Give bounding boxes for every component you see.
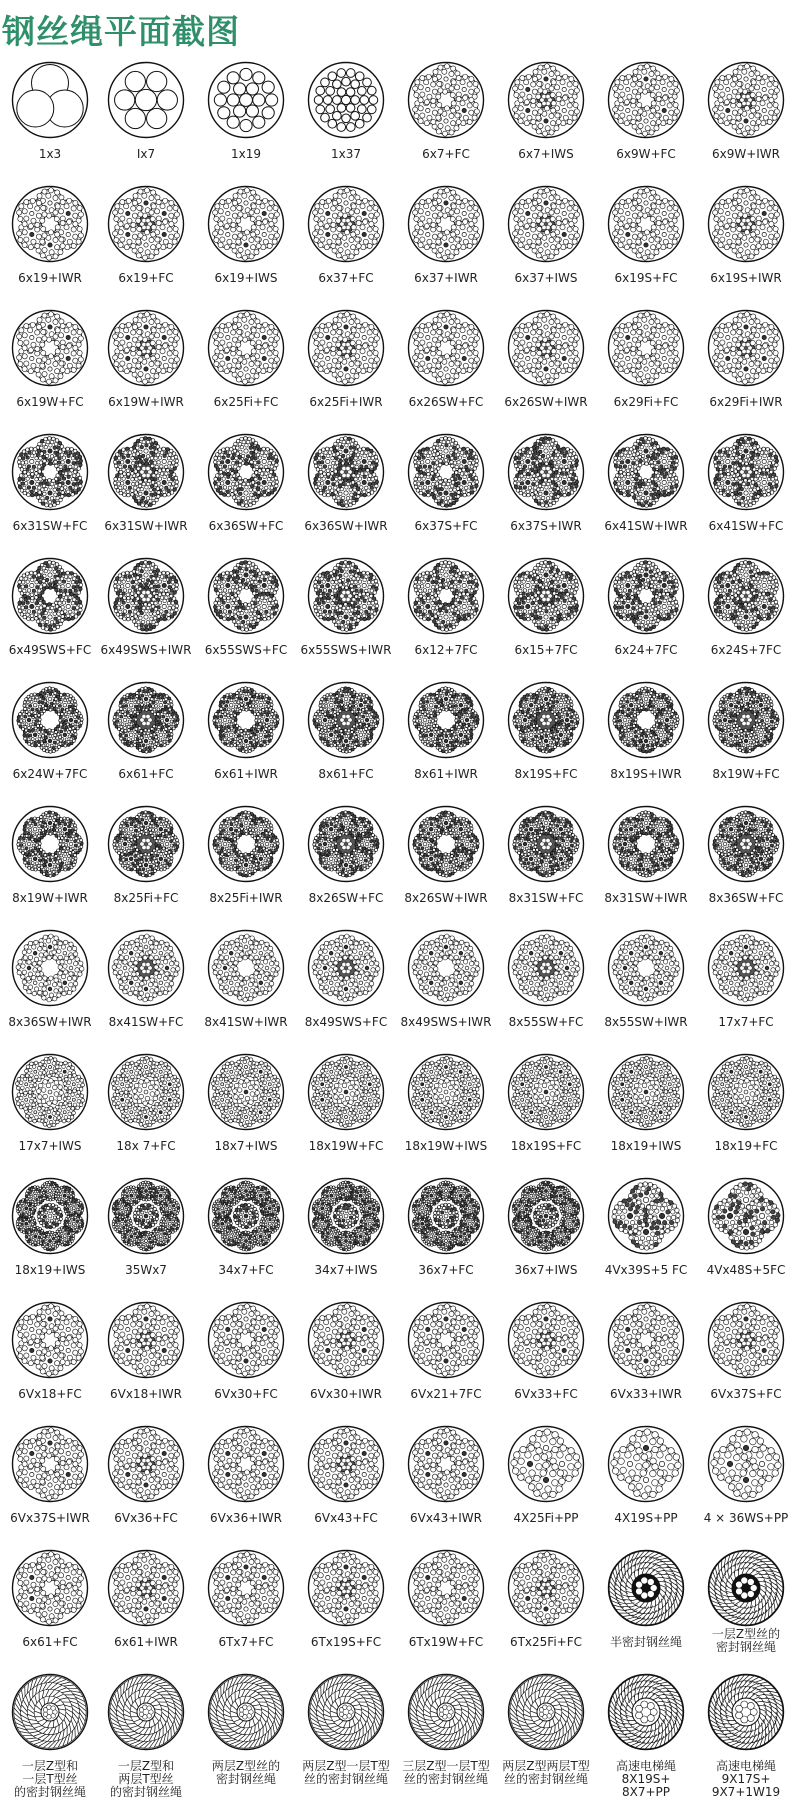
rope-label: 6Vx33+FC [491, 1388, 601, 1401]
rope-cross-section [10, 680, 90, 760]
rope-label: 6x41SW+FC [691, 520, 800, 533]
rope-cross-section [10, 804, 90, 884]
rope-label: 8x36SW+FC [691, 892, 800, 905]
rope-label: 18x 7+FC [91, 1140, 201, 1153]
rope-label: 6x61+IWR [191, 768, 301, 781]
rope-cross-section [406, 1548, 486, 1628]
rope-cross-section [10, 1052, 90, 1132]
rope-label: 18x19+IWS [591, 1140, 701, 1153]
rope-label: 6x61+FC [91, 768, 201, 781]
rope-cross-section [706, 60, 786, 140]
rope-label: 8x19S+IWR [591, 768, 701, 781]
rope-cross-section [506, 1052, 586, 1132]
rope-cross-section [706, 1424, 786, 1504]
rope-label: 6Vx37S+IWR [0, 1512, 105, 1525]
rope-cross-section [10, 556, 90, 636]
rope-label: 8x61+IWR [391, 768, 501, 781]
rope-cross-section [206, 1672, 286, 1752]
rope-label: 8x49SWS+IWR [391, 1016, 501, 1029]
rope-section-grid [0, 60, 800, 1800]
rope-cross-section [406, 556, 486, 636]
rope-cross-section [506, 1300, 586, 1380]
rope-cross-section [606, 680, 686, 760]
rope-label: 8x55SW+IWR [591, 1016, 701, 1029]
rope-label: 6x31SW+IWR [91, 520, 201, 533]
rope-cross-section [106, 1548, 186, 1628]
rope-label: 4Vx39S+5 FC [591, 1264, 701, 1277]
rope-cross-section [306, 1052, 386, 1132]
rope-cross-section [306, 680, 386, 760]
rope-cross-section [606, 1548, 686, 1628]
rope-cross-section [606, 308, 686, 388]
rope-label: 6Vx37S+FC [691, 1388, 800, 1401]
rope-label: 1x19 [191, 148, 301, 161]
rope-cross-section [306, 1424, 386, 1504]
rope-cross-section [606, 928, 686, 1008]
rope-cross-section [106, 680, 186, 760]
rope-cross-section [506, 184, 586, 264]
rope-cross-section [10, 60, 90, 140]
rope-cross-section [106, 928, 186, 1008]
rope-cross-section [606, 1176, 686, 1256]
rope-cross-section [706, 1176, 786, 1256]
rope-cross-section [706, 804, 786, 884]
rope-cross-section [206, 432, 286, 512]
rope-label: 8x25Fi+FC [91, 892, 201, 905]
rope-cross-section [706, 556, 786, 636]
rope-cross-section [206, 680, 286, 760]
rope-label: 8x31SW+FC [491, 892, 601, 905]
rope-cross-section [506, 432, 586, 512]
rope-label: 18x19W+FC [291, 1140, 401, 1153]
rope-label: 6x12+7FC [391, 644, 501, 657]
rope-label: 6Tx7+FC [191, 1636, 301, 1649]
rope-label: 8x41SW+FC [91, 1016, 201, 1029]
rope-cross-section [106, 308, 186, 388]
rope-label: 6x36SW+IWR [291, 520, 401, 533]
rope-cross-section [406, 1176, 486, 1256]
rope-label: 6x15+7FC [491, 644, 601, 657]
rope-label: 8x61+FC [291, 768, 401, 781]
rope-cross-section [206, 556, 286, 636]
rope-cross-section [10, 928, 90, 1008]
rope-cross-section [106, 432, 186, 512]
rope-label: 4Vx48S+5FC [691, 1264, 800, 1277]
rope-label: 8x55SW+FC [491, 1016, 601, 1029]
rope-cross-section [206, 928, 286, 1008]
rope-cross-section [506, 308, 586, 388]
rope-label: 6Vx30+FC [191, 1388, 301, 1401]
rope-label: 18x19+FC [691, 1140, 800, 1153]
rope-cross-section [10, 184, 90, 264]
rope-cross-section [406, 1052, 486, 1132]
rope-label: 6x9W+FC [591, 148, 701, 161]
rope-cross-section [506, 1424, 586, 1504]
rope-cross-section [106, 1300, 186, 1380]
rope-cross-section [706, 1052, 786, 1132]
rope-cross-section [506, 1548, 586, 1628]
rope-cross-section [406, 804, 486, 884]
rope-label: 6x19+IWR [0, 272, 105, 285]
rope-label: 1x37 [291, 148, 401, 161]
rope-label: 6x24W+7FC [0, 768, 105, 781]
rope-label: 8x19W+IWR [0, 892, 105, 905]
rope-cross-section [206, 1176, 286, 1256]
rope-cross-section [506, 680, 586, 760]
rope-cross-section [506, 1176, 586, 1256]
rope-cross-section [206, 184, 286, 264]
page-title: 钢丝绳平面截图 [2, 6, 240, 53]
rope-label: 6x26SW+FC [391, 396, 501, 409]
rope-cross-section [406, 432, 486, 512]
rope-cross-section [706, 1672, 786, 1752]
rope-label: 6x37S+FC [391, 520, 501, 533]
rope-cross-section [106, 1176, 186, 1256]
rope-label: 1x3 [0, 148, 105, 161]
rope-cross-section [10, 1672, 90, 1752]
rope-label: 6x19W+FC [0, 396, 105, 409]
rope-label: 6x37+IWS [491, 272, 601, 285]
rope-label: 6Vx36+FC [91, 1512, 201, 1525]
rope-cross-section [706, 308, 786, 388]
rope-label: 8x25Fi+IWR [191, 892, 301, 905]
rope-label: 6x29Fi+IWR [691, 396, 800, 409]
rope-label: 34x7+IWS [291, 1264, 401, 1277]
rope-cross-section [406, 680, 486, 760]
rope-cross-section [106, 1052, 186, 1132]
rope-cross-section [606, 1052, 686, 1132]
rope-cross-section [306, 804, 386, 884]
rope-cross-section [606, 432, 686, 512]
rope-cross-section [406, 308, 486, 388]
rope-label: 6Vx43+IWR [391, 1512, 501, 1525]
rope-label: 6x36SW+FC [191, 520, 301, 533]
rope-label: 高速电梯绳 9X17S+ 9X7+1W19 [691, 1760, 800, 1799]
rope-label: 36x7+FC [391, 1264, 501, 1277]
rope-cross-section [706, 928, 786, 1008]
rope-label: 6Vx21+7FC [391, 1388, 501, 1401]
rope-label: 35Wx7 [91, 1264, 201, 1277]
rope-label: 6x55SWS+FC [191, 644, 301, 657]
rope-label: 6x24+7FC [591, 644, 701, 657]
rope-label: 8x41SW+IWR [191, 1016, 301, 1029]
rope-cross-section [706, 680, 786, 760]
rope-cross-section [306, 556, 386, 636]
rope-label: 三层Z型一层T型 丝的密封钢丝绳 [391, 1760, 501, 1786]
rope-label: 一层Z型和 一层T型丝 的密封钢丝绳 [0, 1760, 105, 1799]
rope-label: 6x24S+7FC [691, 644, 800, 657]
rope-label: 8x26SW+FC [291, 892, 401, 905]
rope-cross-section [10, 1548, 90, 1628]
rope-cross-section [206, 1052, 286, 1132]
rope-label: 8x31SW+IWR [591, 892, 701, 905]
rope-label: 6Vx30+IWR [291, 1388, 401, 1401]
rope-label: 6Vx36+IWR [191, 1512, 301, 1525]
rope-label: 6x19S+FC [591, 272, 701, 285]
rope-cross-section [106, 60, 186, 140]
rope-cross-section [106, 1672, 186, 1752]
rope-cross-section [10, 1424, 90, 1504]
rope-label: 6x61+IWR [91, 1636, 201, 1649]
rope-label: 6x19S+IWR [691, 272, 800, 285]
rope-label: 6Tx19W+FC [391, 1636, 501, 1649]
rope-cross-section [506, 804, 586, 884]
rope-label: 6x41SW+IWR [591, 520, 701, 533]
rope-cross-section [406, 928, 486, 1008]
rope-label: 6x49SWS+IWR [91, 644, 201, 657]
rope-cross-section [10, 308, 90, 388]
rope-cross-section [606, 804, 686, 884]
rope-label: 17x7+IWS [0, 1140, 105, 1153]
rope-label: 6x37+FC [291, 272, 401, 285]
rope-cross-section [10, 432, 90, 512]
rope-label: 8x19W+FC [691, 768, 800, 781]
rope-label: 一层Z型丝的 密封钢丝绳 [691, 1628, 800, 1654]
rope-cross-section [706, 1548, 786, 1628]
rope-label: 高速电梯绳 8X19S+ 8X7+PP [591, 1760, 701, 1799]
rope-cross-section [106, 556, 186, 636]
rope-cross-section [706, 1300, 786, 1380]
rope-cross-section [706, 184, 786, 264]
rope-label: 6x19W+IWR [91, 396, 201, 409]
rope-label: 8x19S+FC [491, 768, 601, 781]
rope-label: Ix7 [91, 148, 201, 161]
rope-cross-section [606, 556, 686, 636]
rope-label: 8x49SWS+FC [291, 1016, 401, 1029]
rope-label: 6x55SWS+IWR [291, 644, 401, 657]
rope-label: 18x19+IWS [0, 1264, 105, 1277]
rope-cross-section [406, 60, 486, 140]
rope-label: 17x7+FC [691, 1016, 800, 1029]
rope-cross-section [606, 1424, 686, 1504]
rope-cross-section [306, 308, 386, 388]
rope-label: 6Vx18+IWR [91, 1388, 201, 1401]
rope-label: 36x7+IWS [491, 1264, 601, 1277]
rope-cross-section [506, 556, 586, 636]
rope-cross-section [406, 1672, 486, 1752]
rope-label: 34x7+FC [191, 1264, 301, 1277]
rope-cross-section [206, 804, 286, 884]
rope-cross-section [406, 1300, 486, 1380]
rope-cross-section [606, 60, 686, 140]
rope-label: 6x37S+IWR [491, 520, 601, 533]
rope-label: 两层Z型丝的 密封钢丝绳 [191, 1760, 301, 1786]
rope-label: 4X25Fi+PP [491, 1512, 601, 1525]
rope-cross-section [506, 60, 586, 140]
rope-cross-section [106, 1424, 186, 1504]
rope-cross-section [206, 1300, 286, 1380]
rope-cross-section [10, 1176, 90, 1256]
rope-cross-section [306, 1672, 386, 1752]
rope-label: 6x31SW+FC [0, 520, 105, 533]
rope-label: 4 × 36WS+PP [691, 1512, 800, 1525]
rope-label: 8x26SW+IWR [391, 892, 501, 905]
rope-cross-section [506, 1672, 586, 1752]
rope-cross-section [206, 1548, 286, 1628]
rope-cross-section [706, 432, 786, 512]
rope-label: 6Vx33+IWR [591, 1388, 701, 1401]
rope-cross-section [306, 1548, 386, 1628]
rope-cross-section [106, 804, 186, 884]
rope-label: 半密封钢丝绳 [591, 1636, 701, 1649]
rope-label: 6x49SWS+FC [0, 644, 105, 657]
rope-cross-section [306, 1176, 386, 1256]
rope-label: 6x7+IWS [491, 148, 601, 161]
rope-cross-section [306, 184, 386, 264]
rope-label: 6x9W+IWR [691, 148, 800, 161]
rope-label: 6x19+IWS [191, 272, 301, 285]
rope-label: 两层Z型两层T型 丝的密封钢丝绳 [491, 1760, 601, 1786]
rope-cross-section [606, 184, 686, 264]
rope-label: 18x19W+IWS [391, 1140, 501, 1153]
rope-label: 18x7+IWS [191, 1140, 301, 1153]
rope-cross-section [406, 1424, 486, 1504]
rope-cross-section [206, 60, 286, 140]
rope-label: 4X19S+PP [591, 1512, 701, 1525]
rope-label: 6Vx43+FC [291, 1512, 401, 1525]
rope-cross-section [206, 308, 286, 388]
rope-label: 6x61+FC [0, 1636, 105, 1649]
rope-cross-section [406, 184, 486, 264]
rope-cross-section [306, 432, 386, 512]
rope-label: 6x37+IWR [391, 272, 501, 285]
rope-label: 6Vx18+FC [0, 1388, 105, 1401]
rope-label: 6x19+FC [91, 272, 201, 285]
rope-label: 6x29Fi+FC [591, 396, 701, 409]
rope-cross-section [306, 60, 386, 140]
rope-label: 两层Z型一层T型 丝的密封钢丝绳 [291, 1760, 401, 1786]
rope-cross-section [106, 184, 186, 264]
rope-label: 6Tx25Fi+FC [491, 1636, 601, 1649]
rope-label: 6Tx19S+FC [291, 1636, 401, 1649]
rope-label: 6x25Fi+FC [191, 396, 301, 409]
rope-cross-section [206, 1424, 286, 1504]
rope-cross-section [306, 1300, 386, 1380]
rope-cross-section [10, 1300, 90, 1380]
rope-label: 一层Z型和 两层T型丝 的密封钢丝绳 [91, 1760, 201, 1799]
rope-label: 6x25Fi+IWR [291, 396, 401, 409]
rope-label: 8x36SW+IWR [0, 1016, 105, 1029]
rope-cross-section [606, 1672, 686, 1752]
rope-label: 6x26SW+IWR [491, 396, 601, 409]
rope-label: 18x19S+FC [491, 1140, 601, 1153]
rope-label: 6x7+FC [391, 148, 501, 161]
rope-cross-section [506, 928, 586, 1008]
rope-cross-section [306, 928, 386, 1008]
rope-cross-section [606, 1300, 686, 1380]
